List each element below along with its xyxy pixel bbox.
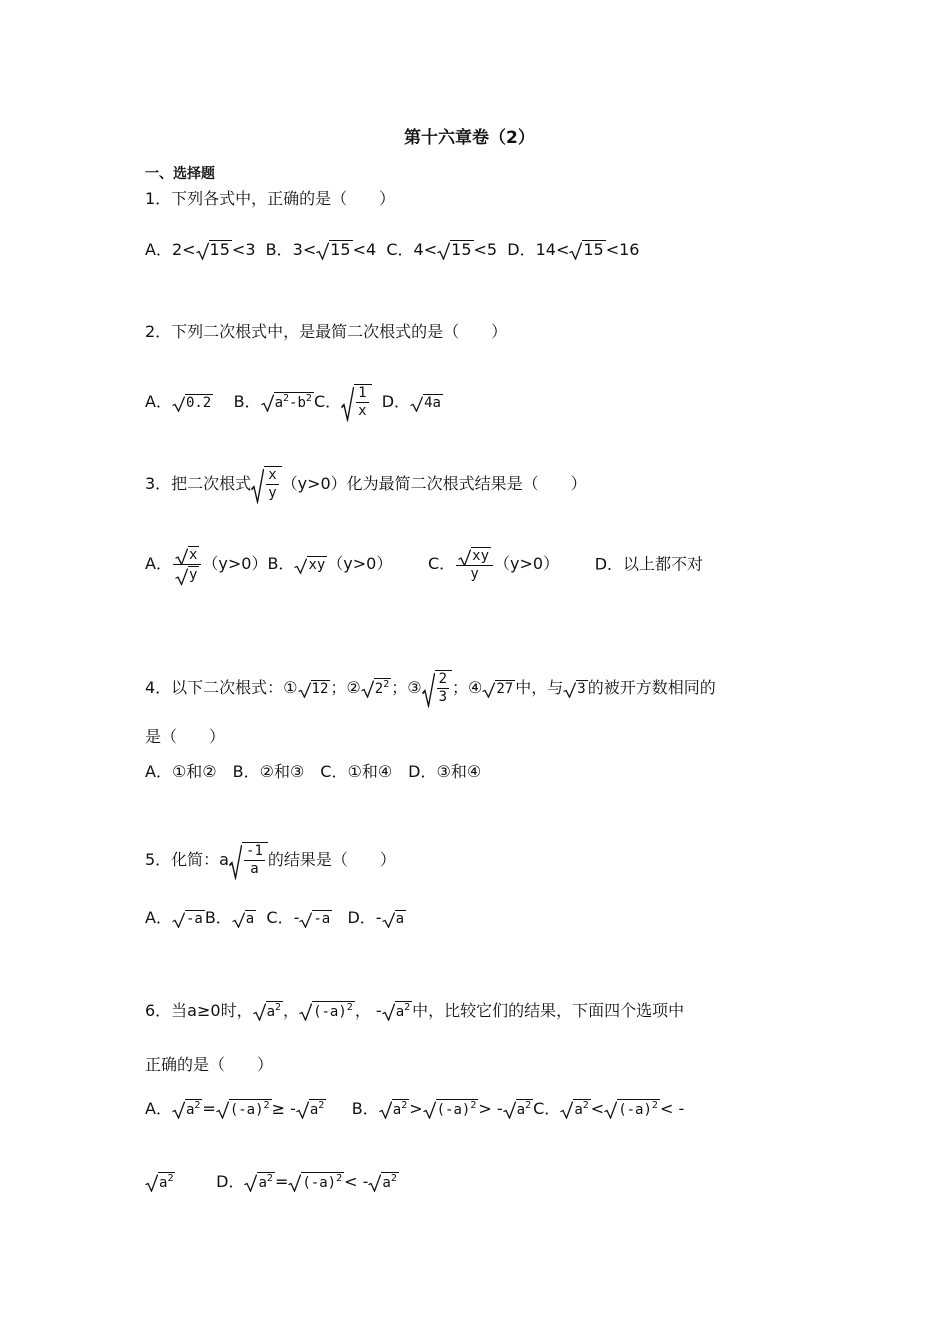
- option-a[interactable]: A． $a^2$ = $(-a)^2$ ≥ - $a^2$: [145, 1099, 325, 1118]
- option-c[interactable]: C． $a^2$ < $(-a)^2$ < -: [533, 1099, 685, 1118]
- question-6-options: [145, 1099, 684, 1117]
- option-c[interactable]: C．- -a: [266, 908, 331, 927]
- question-4-stem-cont: 是（ ）: [145, 727, 226, 746]
- option-c[interactable]: C．4< 15 <5: [386, 240, 498, 259]
- radical: 15: [196, 240, 232, 258]
- option-a[interactable]: A． 0.2: [145, 391, 212, 411]
- section-heading: 一、选择题: [145, 166, 215, 182]
- question-1-stem: 1．下列各式中，正确的是（ ）: [145, 189, 396, 208]
- question-5-stem: 5．化简：a $\frac{-1}{a}$ 的结果是（ ）: [145, 843, 396, 878]
- option-d[interactable]: D．以上都不对: [594, 554, 704, 574]
- option-c[interactable]: C． $\frac{1}{x}$: [314, 392, 372, 411]
- option-d[interactable]: D．- a: [347, 908, 405, 927]
- option-a[interactable]: A．2< 15 <3: [145, 240, 256, 259]
- question-3-stem: 3．把二次根式 $\frac{x}{y}$ （y>0）化为最简二次根式结果是（ ）: [145, 467, 587, 502]
- question-6-stem-cont: 正确的是（ ）: [145, 1055, 274, 1074]
- option-d[interactable]: D．14< 15 <16: [507, 240, 640, 259]
- page-title: 第十六章卷（2）: [404, 128, 535, 148]
- question-6-stem: 6．当a≥0时， $a^2$ ， $(-a)^2$ ， - $a^2$ 中，比较它们的结果，下面四个选项中: [145, 1001, 685, 1020]
- radical: 15: [437, 240, 473, 258]
- question-4-stem: 4．以下二次根式：① 12 ；② $2^2$ ；③ $\frac{2}{3}$ ；④ 27 中，与 3 的被开方数相同的: [145, 671, 716, 706]
- question-6-options-cont: [145, 1172, 399, 1190]
- question-1-options: [145, 240, 639, 258]
- option-b[interactable]: B．3< 15 <4: [265, 240, 377, 259]
- option-b[interactable]: B． $a^2$ > $(-a)^2$ > - $a^2$: [351, 1099, 532, 1118]
- option-a[interactable]: A． $\frac{x}{y}$ （y>0）: [145, 547, 268, 584]
- option-c-tail[interactable]: $a^2$: [145, 1172, 175, 1190]
- question-4-options[interactable]: A．①和② B．②和③ C．①和④ D．③和④: [145, 762, 482, 781]
- option-a[interactable]: A． -a: [145, 908, 203, 927]
- option-b[interactable]: B． xy （y>0）: [267, 554, 393, 574]
- question-3-options: [145, 546, 703, 584]
- option-c[interactable]: C． $\frac{xy}{y}$ （y>0）: [427, 548, 560, 583]
- option-d[interactable]: D． 4a: [381, 391, 441, 411]
- option-d[interactable]: D． $a^2$ = $(-a)^2$ < - $a^2$: [216, 1172, 397, 1191]
- question-5-options: [145, 910, 406, 926]
- radical: 15: [569, 240, 605, 258]
- radical: 15: [316, 240, 352, 258]
- option-b[interactable]: B． $a^2-b^2$: [233, 391, 312, 411]
- option-b[interactable]: B． a: [204, 908, 255, 927]
- question-2-options: [145, 384, 443, 420]
- question-2-stem: 2．下列二次根式中，是最简二次根式的是（ ）: [145, 322, 508, 341]
